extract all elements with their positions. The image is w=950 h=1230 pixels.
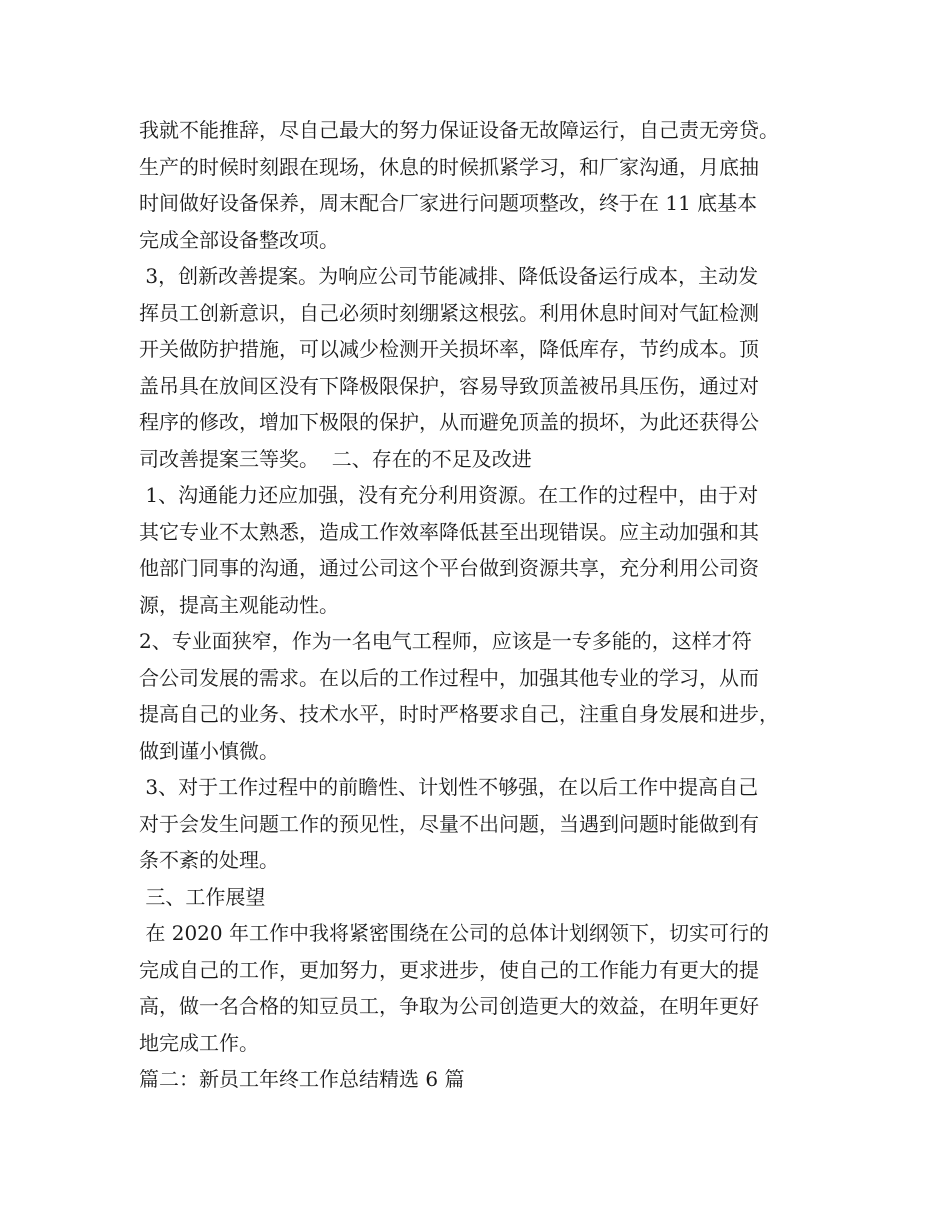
text-line: 提高自己的业务、技术水平，时时严格要求自己，注重自身发展和进步， <box>139 702 779 726</box>
text-line: 1、沟通能力还应加强，没有充分利用资源。在工作的过程中，由于对 <box>139 483 759 507</box>
chapter-heading: 篇二：新员工年终工作总结精选 6 篇 <box>139 1067 465 1091</box>
text-line: 源，提高主观能动性。 <box>139 592 339 617</box>
text-line: 完成全部设备整改项。 <box>139 227 339 252</box>
text-line: 我就不能推辞，尽自己最大的努力保证设备无故障运行，自己责无旁贷。 <box>139 118 779 142</box>
text-line: 开关做防护措施，可以减少检测开关损坏率，降低库存，节约成本。顶 <box>139 337 759 361</box>
text-line: 3、对于工作过程中的前瞻性、计划性不够强，在以后工作中提高自己 <box>139 775 759 799</box>
text-line: 2、专业面狭窄，作为一名电气工程师，应该是一专多能的，这样才符 <box>139 629 752 653</box>
text-line: 程序的修改，增加下极限的保护，从而避免顶盖的损坏，为此还获得公 <box>139 410 759 434</box>
text-line: 其它专业不太熟悉，造成工作效率降低甚至出现错误。应主动加强和其 <box>139 519 759 544</box>
text-line: 生产的时候时刻跟在现场，休息的时候抓紧学习，和厂家沟通，月底抽 <box>139 154 759 179</box>
text-line: 盖吊具在放间区没有下降极限保护，容易导致顶盖被吊具压伤，通过对 <box>139 373 759 398</box>
text-line: 他部门同事的沟通，通过公司这个平台做到资源共享，充分利用公司资 <box>139 556 759 580</box>
text-line: 完成自己的工作，更加努力，更求进步，使自己的工作能力有更大的提 <box>139 957 759 982</box>
text-line: 条不紊的处理。 <box>139 848 279 872</box>
section-heading-line: 司改善提案三等奖。 二、存在的不足及改进 <box>139 446 532 471</box>
section-heading: 三、工作展望 <box>139 884 266 909</box>
text-line: 做到谨小慎微。 <box>139 738 279 763</box>
text-line: 挥员工创新意识，自己必须时刻绷紧这根弦。利用休息时间对气缸检测 <box>139 300 759 325</box>
text-line: 时间做好设备保养，周末配合厂家进行问题项整改，终于在 11 底基本 <box>139 191 758 215</box>
text-line: 地完成工作。 <box>139 1030 259 1055</box>
text-line: 合公司发展的需求。在以后的工作过程中，加强其他专业的学习，从而 <box>139 665 759 690</box>
text-line: 3，创新改善提案。为响应公司节能减排、降低设备运行成本，主动发 <box>139 264 759 288</box>
text-line: 在 2020 年工作中我将紧密围绕在公司的总体计划纲领下，切实可行的 <box>139 921 769 945</box>
text-line: 高，做一名合格的知豆员工，争取为公司创造更大的效益，在明年更好 <box>139 994 759 1018</box>
text-line: 对于会发生问题工作的预见性，尽量不出问题，当遇到问题时能做到有 <box>139 811 759 836</box>
body-text <box>139 112 839 1098</box>
